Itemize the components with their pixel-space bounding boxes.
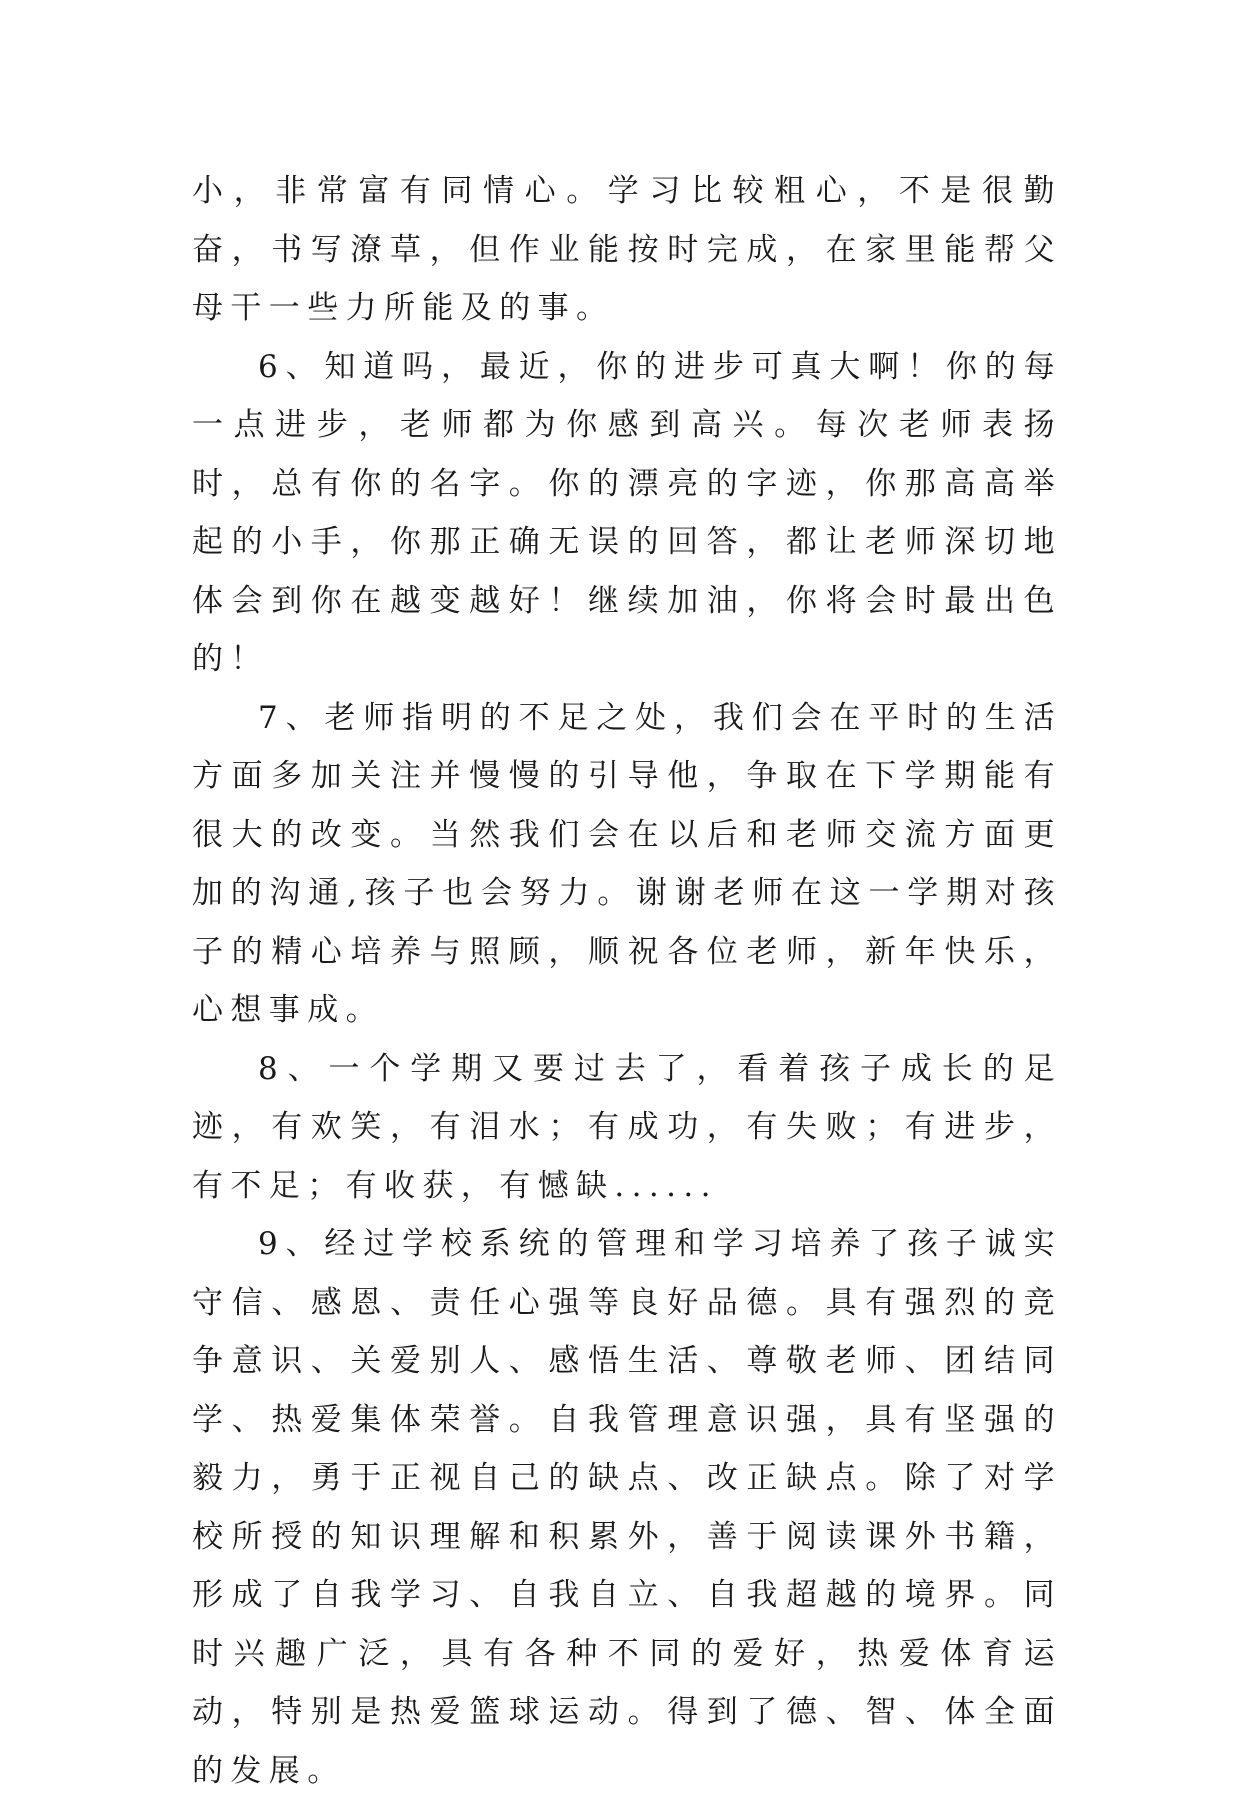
paragraph-item-7: 7、老师指明的不足之处，我们会在平时的生活方面多加关注并慢慢的引导他，争取在下学期能有很大的改变。当然我们会在以后和老师交流方面更加的沟通,孩子也会努力。谢谢老师在这一学期对孩子的精心培养与照顾，顺祝各位老师，新年快乐，心想事成。 xyxy=(192,699,1062,1028)
paragraph-continuation: 小，非常富有同情心。学习比较粗心，不是很勤奋，书写潦草，但作业能按时完成，在家里能帮父母干一些力所能及的事。 xyxy=(192,173,1062,326)
paragraph-item-6: 6、知道吗，最近，你的进步可真大啊！你的每一点进步，老师都为你感到高兴。每次老师表扬时，总有你的名字。你的漂亮的字迹，你那高高举起的小手，你那正确无误的回答，都让老师深切地体会到你在越变越好！继续加油，你将会时最出色的！ xyxy=(192,348,1062,677)
document-page xyxy=(192,162,1062,1800)
paragraph-item-9: 9、经过学校系统的管理和学习培养了孩子诚实守信、感恩、责任心强等良好品德。具有强烈的竞争意识、关爱别人、感悟生活、尊敬老师、团结同学、热爱集体荣誉。自我管理意识强，具有坚强的毅力，勇于正视自己的缺点、改正缺点。除了对学校所授的知识理解和积累外，善于阅读课外书籍，形成了自我学习、自我自立、自我超越的境界。同时兴趣广泛，具有各种不同的爱好，热爱体育运动，特别是热爱篮球运动。得到了德、智、体全面的发展。 xyxy=(192,1226,1062,1789)
paragraph-item-8: 8、一个学期又要过去了，看着孩子成长的足迹，有欢笑，有泪水；有成功，有失败；有进步，有不足；有收获，有憾缺...... xyxy=(192,1050,1062,1204)
